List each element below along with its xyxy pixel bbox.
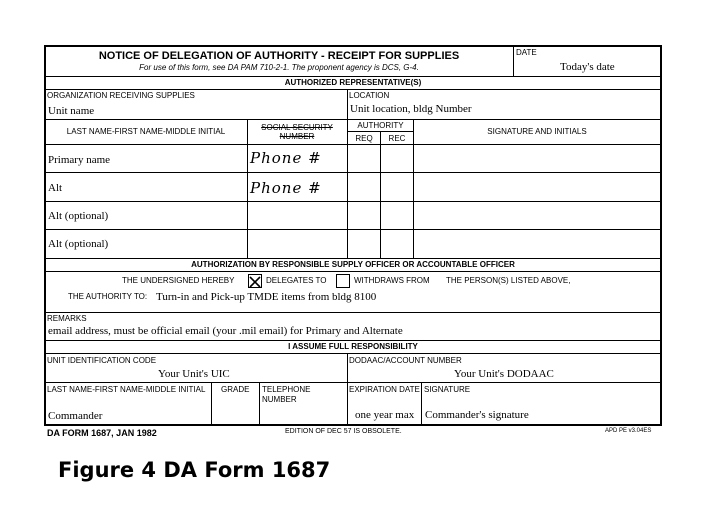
signature-label: SIGNATURE [424, 385, 471, 394]
authority-to-label: THE AUTHORITY TO: [68, 292, 148, 301]
responsibility-section-title: I ASSUME FULL RESPONSIBILITY [288, 342, 418, 351]
col-signature-header: SIGNATURE AND INITIALS [487, 127, 587, 136]
dodaac-field[interactable]: Your Unit's DODAAC [454, 368, 554, 380]
expiration-field[interactable]: one year max [355, 409, 415, 421]
x-mark-icon [249, 276, 261, 288]
location-label: LOCATION [349, 91, 390, 100]
remarks-label: REMARKS [47, 314, 87, 323]
cmdr-name-field[interactable]: Commander [48, 410, 103, 422]
remarks-field[interactable]: email address, must be official email (your .mil email) for Primary and Alternate [48, 325, 403, 337]
authorization-section-title: AUTHORIZATION BY RESPONSIBLE SUPPLY OFFICER OR ACCOUNTABLE OFFICER [191, 260, 515, 269]
row-name[interactable]: Primary name [48, 154, 111, 166]
telephone-label-1: TELEPHONE [262, 385, 311, 394]
col-name-header: LAST NAME-FIRST NAME-MIDDLE INITIAL [66, 127, 226, 136]
row-name[interactable]: Alt (optional) [48, 238, 109, 250]
grade-label: GRADE [221, 385, 250, 394]
row-phone[interactable]: Phone # [250, 179, 322, 197]
form-id: DA FORM 1687, JAN 1982 [47, 428, 157, 438]
undersigned-text: THE UNDERSIGNED HEREBY [122, 276, 235, 285]
date-label: DATE [516, 48, 537, 57]
figure-caption: Figure 4 DA Form 1687 [58, 458, 331, 482]
row-name[interactable]: Alt (optional) [48, 210, 109, 222]
row-phone[interactable]: Phone # [250, 149, 322, 167]
apd-version: APD PE v3.04ES [605, 428, 652, 434]
authority-to-field[interactable]: Turn-in and Pick-up TMDE items from bldg 8100 [156, 291, 377, 303]
authorized-section-title: AUTHORIZED REPRESENTATIVE(S) [284, 78, 422, 87]
col-ssn-header-2: NUMBER [279, 132, 315, 141]
row-name[interactable]: Alt [48, 182, 63, 194]
persons-listed-text: THE PERSON(S) LISTED ABOVE, [446, 276, 571, 285]
delegates-label: DELEGATES TO [266, 276, 327, 285]
dodaac-label: DODAAC/ACCOUNT NUMBER [349, 356, 462, 365]
col-authority-header: AUTHORITY [357, 121, 404, 130]
date-field[interactable]: Today's date [560, 61, 615, 73]
telephone-label-2: NUMBER [262, 395, 297, 404]
withdraws-label: WITHDRAWS FROM [354, 276, 430, 285]
uic-label: UNIT IDENTIFICATION CODE [47, 356, 157, 365]
col-ssn-header-1: SOCIAL SECURITY [261, 123, 333, 132]
col-req-header: REQ [355, 134, 373, 143]
uic-field[interactable]: Your Unit's UIC [158, 368, 230, 380]
cmdr-name-label: LAST NAME-FIRST NAME-MIDDLE INITIAL [47, 385, 206, 394]
expiration-label: EXPIRATION DATE [349, 385, 420, 394]
org-label: ORGANIZATION RECEIVING SUPPLIES [47, 91, 195, 100]
form-subtitle: For use of this form, see DA PAM 710-2-1. The proponent agency is DCS, G-4. [139, 63, 419, 72]
form-title: NOTICE OF DELEGATION OF AUTHORITY - RECEIPT FOR SUPPLIES [98, 50, 460, 62]
withdraws-checkbox[interactable] [336, 274, 350, 288]
edition-note: EDITION OF DEC 57 IS OBSOLETE. [285, 428, 402, 435]
location-field[interactable]: Unit location, bldg Number [350, 103, 472, 115]
col-rec-header: REC [388, 134, 406, 143]
delegates-checkbox[interactable] [248, 274, 262, 288]
org-field[interactable]: Unit name [48, 105, 95, 117]
signature-field[interactable]: Commander's signature [425, 409, 529, 421]
